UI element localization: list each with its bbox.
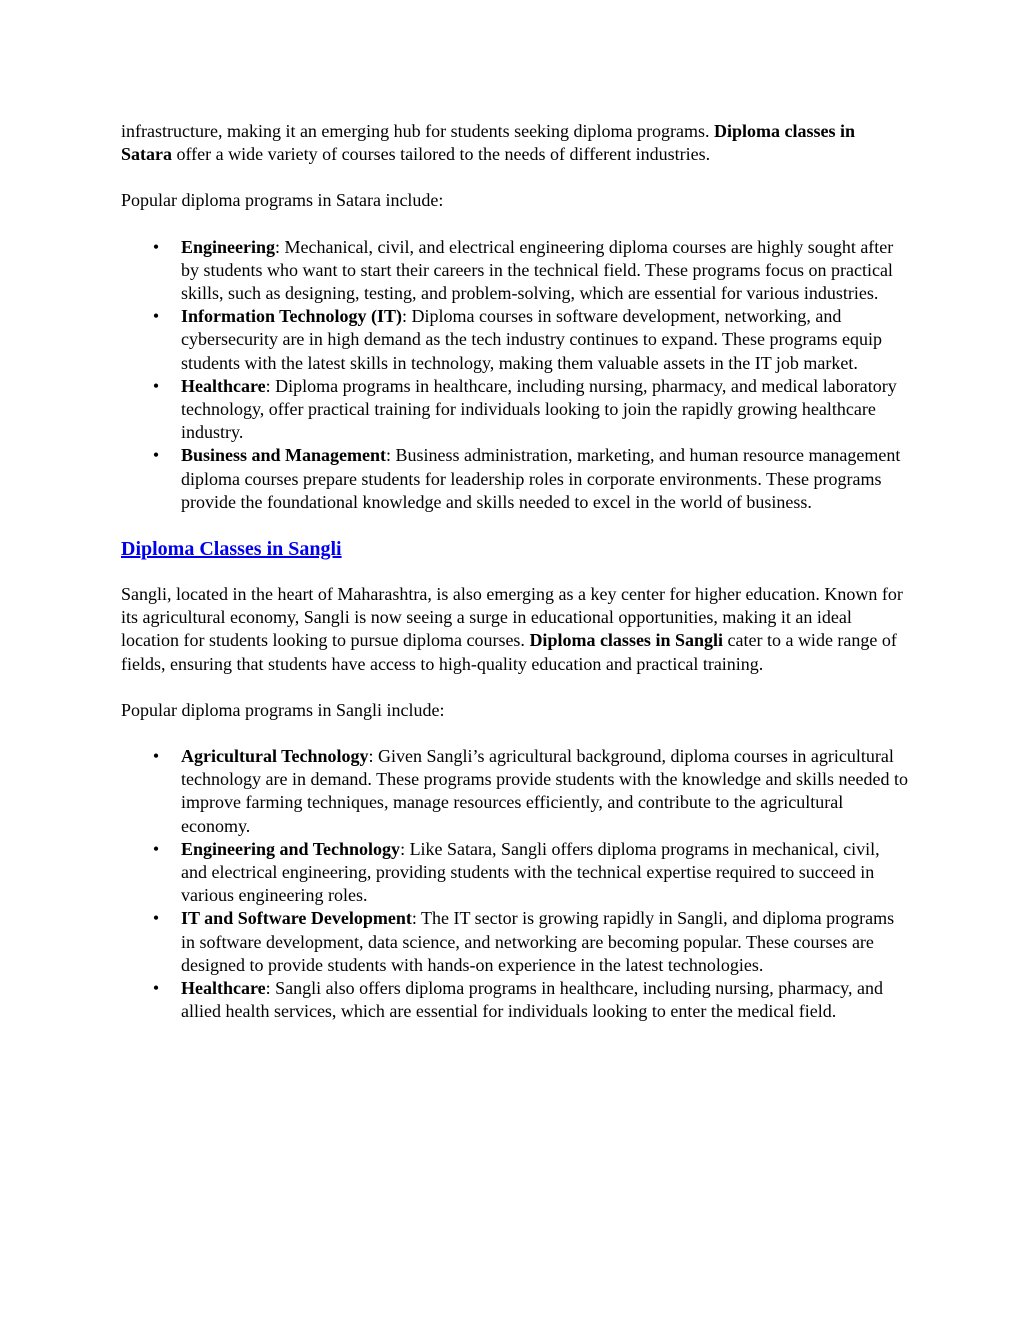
sangli-program-list (121, 745, 909, 1023)
list-item (121, 305, 909, 375)
sangli-intro-text-2: cater to a wide range of fields, ensuring that students have access to high-quality education and practical training. (121, 630, 897, 674)
list-item-text: : Mechanical, civil, and electrical engineering diploma courses are highly sought after by students who want to start their careers in the technical field. These programs focus on practical skills, such as designing, testing, and problem-solving, which are essential for various industries. (181, 236, 894, 304)
sangli-section-heading (121, 537, 909, 562)
list-item-title: Engineering (181, 236, 276, 257)
list-item (121, 838, 909, 908)
sangli-heading-link[interactable]: Diploma Classes in Sangli (121, 538, 342, 561)
list-item-title: Information Technology (IT) (181, 306, 403, 327)
bullet-icon: • (152, 908, 160, 929)
list-item-title: Healthcare (181, 375, 266, 396)
bullet-icon: • (152, 375, 160, 396)
list-item (121, 444, 909, 514)
sangli-intro-paragraph (121, 583, 909, 676)
bullet-icon: • (152, 838, 160, 859)
list-item (121, 375, 909, 445)
satara-list-intro: Popular diploma programs in Satara include: (121, 190, 444, 211)
list-item (121, 236, 909, 306)
bullet-icon: • (152, 445, 160, 466)
document-page (121, 120, 909, 1047)
bullet-icon: • (152, 978, 160, 999)
list-item-text: : Diploma courses in software development, networking, and cybersecurity are in high demand as the tech industry continues to expand. These programs equip students with the latest skills in technology, making them valuable assets in the IT job market. (181, 306, 882, 373)
satara-intro-text-2: offer a wide variety of courses tailored to the needs of different industries. (172, 144, 711, 165)
list-item-text: : Like Satara, Sangli offers diploma programs in mechanical, civil, and electrical engineering, providing students with the technical expertise required to succeed in various engineering roles. (181, 838, 880, 906)
satara-intro-text-1: infrastructure, making it an emerging hub for students seeking diploma programs. (121, 121, 715, 141)
sangli-intro-text-1: Sangli, located in the heart of Maharashtra, is also emerging as a key center for higher education. Known for its agricultural economy, Sangli is now seeing a surge in educational opportunities, making it an ideal location for students looking to pursue diploma courses. (121, 584, 903, 651)
list-item (121, 907, 909, 977)
bullet-icon: • (152, 746, 160, 767)
list-item-text: : Sangli also offers diploma programs in healthcare, including nursing, pharmacy, and allied health services, which are essential for individuals looking to enter the medical field. (181, 978, 883, 1022)
bullet-icon: • (152, 306, 160, 327)
satara-intro-bold: Diploma classes in Satara (121, 121, 856, 165)
list-item-text: : Business administration, marketing, and human resource management diploma courses prepare students for leadership roles in corporate environments. These programs provide the foundational knowledge and skills needed to excel in the world of business. (181, 445, 901, 512)
list-item-title: Agricultural Technology (181, 746, 369, 767)
list-item-text: : Given Sangli’s agricultural background, diploma courses in agricultural technology are in demand. These programs provide students with the knowledge and skills needed to improve farming techniques, manage resources efficiently, and contribute to the agricultural economy. (181, 746, 908, 836)
list-item-title: Engineering and Technology (181, 838, 401, 859)
satara-intro-paragraph (121, 120, 909, 166)
list-item-text: : The IT sector is growing rapidly in Sangli, and diploma programs in software development, data science, and networking are becoming popular. These courses are designed to provide students with hands-on experience in the latest technologies. (181, 908, 895, 975)
list-item-title: Healthcare (181, 978, 266, 999)
list-item (121, 977, 909, 1023)
satara-program-list (121, 236, 909, 514)
list-item-title: Business and Management (181, 445, 387, 466)
list-item-title: IT and Software Development (181, 908, 412, 929)
bullet-icon: • (152, 236, 160, 257)
sangli-intro-bold: Diploma classes in Sangli (529, 630, 723, 651)
list-item (121, 745, 909, 838)
sangli-list-intro: Popular diploma programs in Sangli include: (121, 699, 445, 720)
list-item-text: : Diploma programs in healthcare, including nursing, pharmacy, and medical laboratory technology, offer practical training for individuals looking to join the rapidly growing healthcare industry. (181, 375, 897, 443)
